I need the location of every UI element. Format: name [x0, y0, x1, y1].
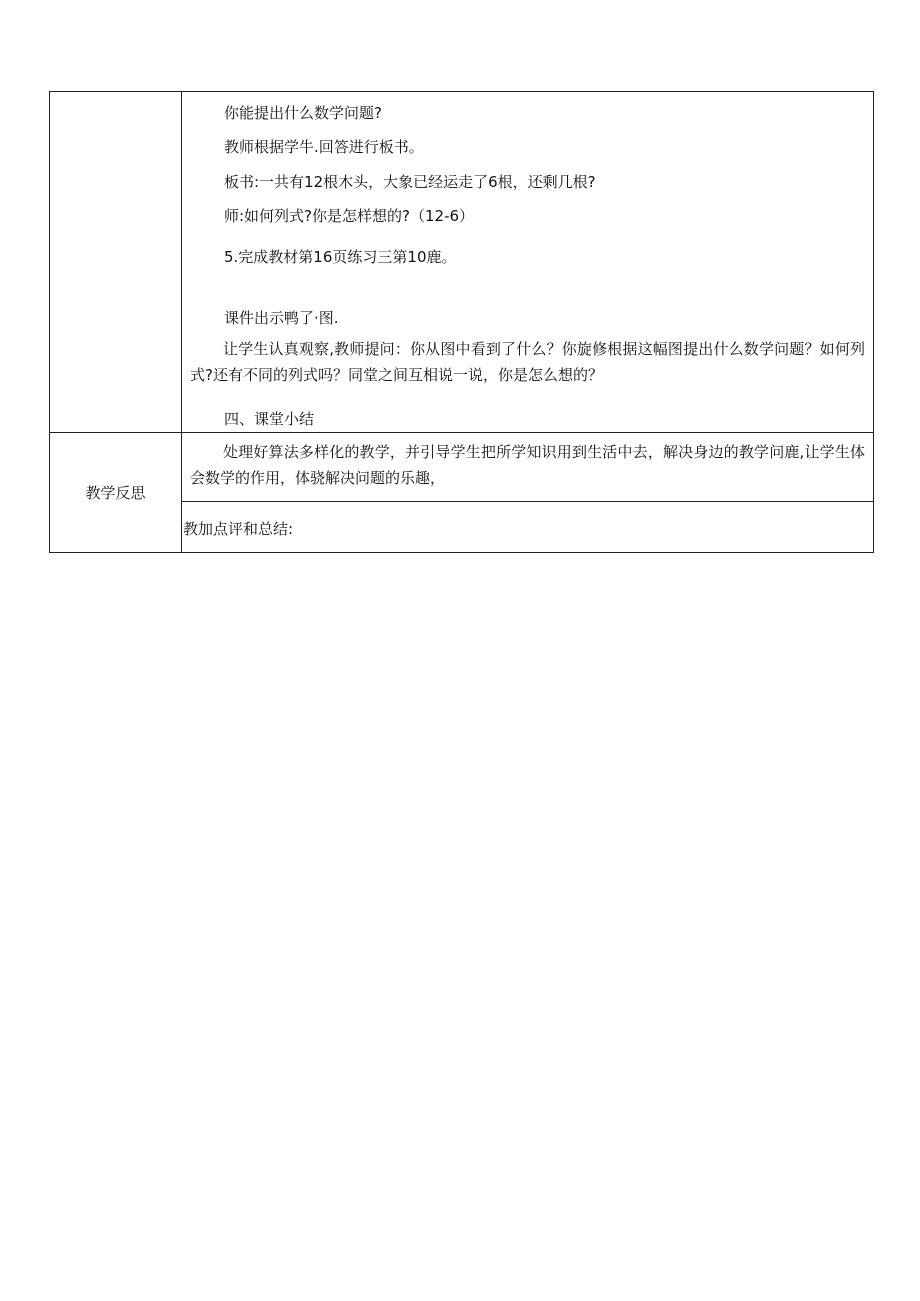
reflection-row [50, 433, 874, 502]
empty-label-cell [50, 92, 182, 433]
lesson-steps-row [50, 92, 874, 433]
comment-cell [182, 502, 874, 553]
teacher-question: 师:如何列式?你是怎样想的?（12-6） [224, 207, 475, 225]
board-writing: 板书:一共有12根木头，大象已经运走了6根，还剩几根? [224, 173, 596, 191]
observation-paragraph-wrap [182, 336, 873, 388]
teacher-board-note: 教师根据学牛.回答进行板书。 [224, 138, 424, 156]
section-summary-heading: 四、课堂小结 [224, 410, 315, 428]
lesson-plan-table [49, 91, 874, 553]
lesson-steps-cell [182, 92, 874, 433]
reflection-cell [182, 433, 874, 502]
reflection-label: 教学反思 [50, 433, 182, 553]
question-prompt: 你能提出什么数学问题? [224, 104, 382, 122]
reflection-text: 处理好算法多样化的教学，并引导学生把所学知识用到生活中去，解决身边的教学问鹿,让学生体会数学的作用，体骁解决问题的乐趣， [190, 443, 865, 487]
observation-paragraph: 让学生认真观察,教师提问：你从图中看到了什么？你旋修根据这幅图提出什么数学问题？如何列式?还有不同的列式吗？同堂之间互相说一说，你是怎么想的？ [190, 340, 865, 384]
courseware-note: 课件出示鸭了·图. [224, 309, 339, 327]
comment-text: 教加点评和总结: [183, 520, 294, 538]
exercise-instruction: 5.完成教材第16页练习三第10鹿。 [224, 248, 457, 266]
